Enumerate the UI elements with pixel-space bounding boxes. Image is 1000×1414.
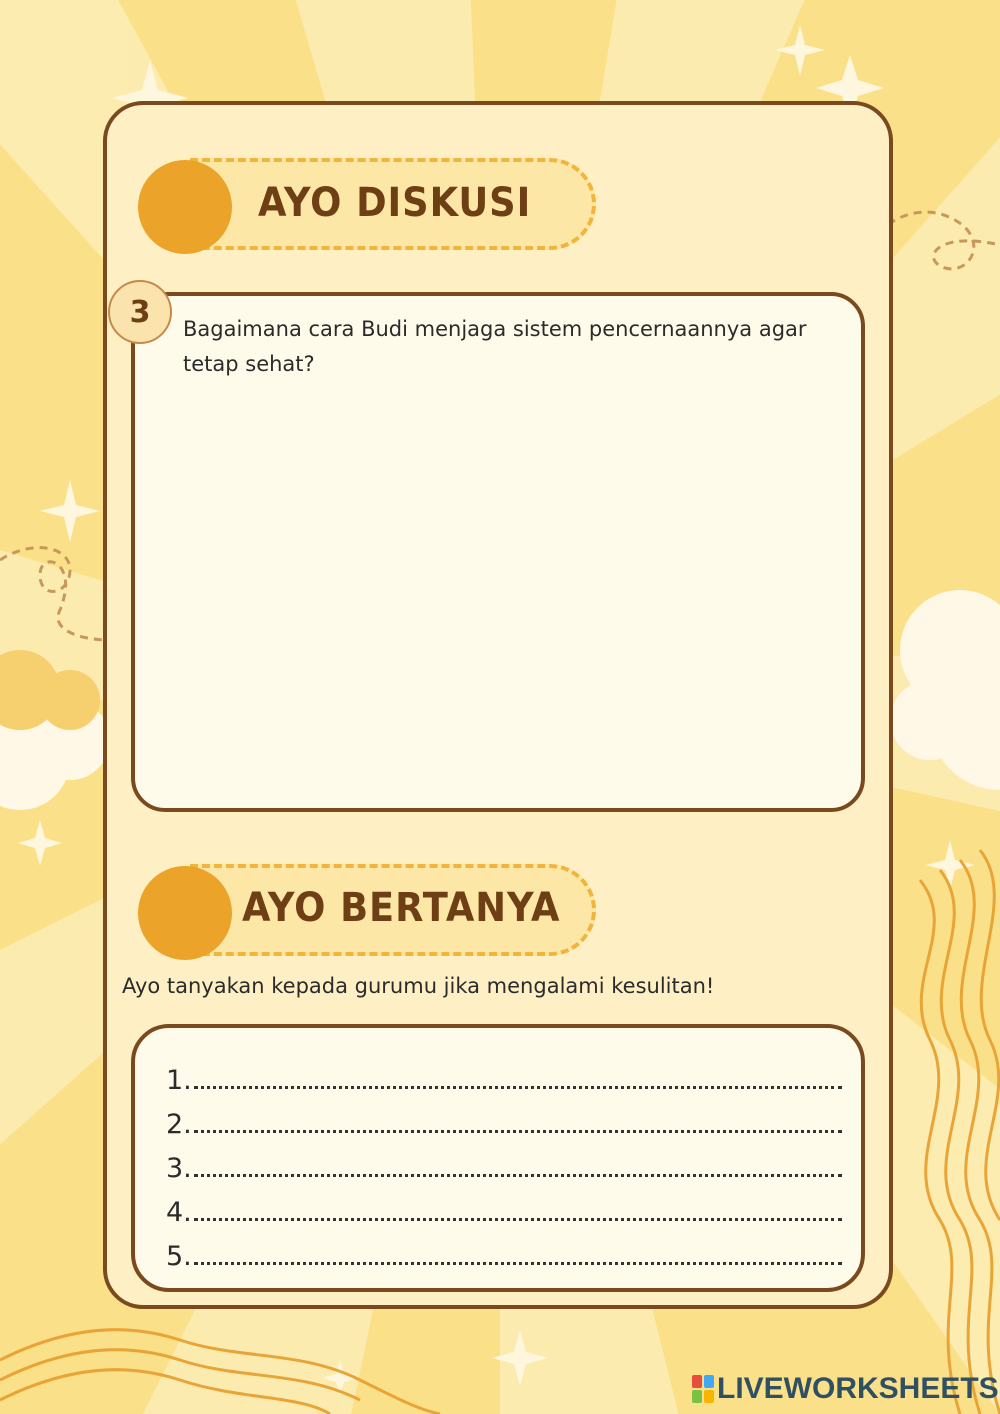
ayo-bertanya-circle [138, 866, 232, 960]
line-number: 2. [166, 1109, 192, 1140]
question-line-1[interactable] [166, 1056, 842, 1096]
line-number: 5. [166, 1241, 192, 1272]
line-number: 4. [166, 1197, 192, 1228]
question-line-2[interactable] [166, 1100, 842, 1140]
line-number: 3. [166, 1153, 192, 1184]
logo-text: LIVEWORKSHEETS [717, 1372, 999, 1405]
dotted-line [194, 1174, 842, 1177]
ayo-diskusi-circle [138, 160, 232, 254]
dotted-line [194, 1086, 842, 1089]
question-text: Bagaimana cara Budi menjaga sistem pencernaannya agar tetap sehat? [183, 317, 807, 376]
question-number-badge: 3 [108, 280, 172, 344]
dotted-line [194, 1262, 842, 1265]
line-number: 1. [166, 1065, 192, 1096]
ayo-diskusi-title: AYO DISKUSI [258, 180, 532, 226]
question-line-4[interactable] [166, 1188, 842, 1228]
dotted-line [194, 1218, 842, 1221]
liveworksheets-logo-icon [692, 1375, 714, 1403]
question-line-5[interactable] [166, 1232, 842, 1272]
dotted-line [194, 1130, 842, 1133]
question-line-3[interactable] [166, 1144, 842, 1184]
instruction-text: Ayo tanyakan kepada gurumu jika mengalami kesulitan! [122, 974, 715, 998]
ayo-bertanya-title: AYO BERTANYA [242, 885, 561, 931]
liveworksheets-logo[interactable] [692, 1372, 999, 1406]
